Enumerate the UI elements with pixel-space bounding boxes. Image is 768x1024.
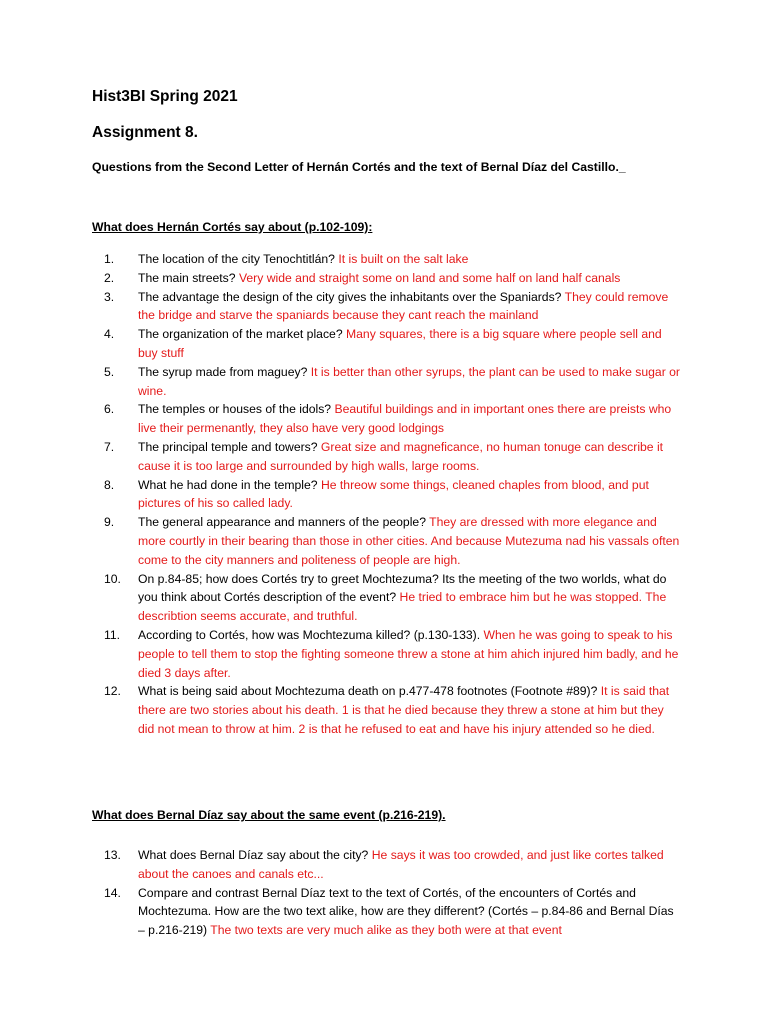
question-number: 3. [104,289,115,304]
question-number: 8. [104,477,115,492]
answer-text: They could remove the bridge and starve the spaniards because they cant reach the mainland [138,289,669,323]
question-number: 11. [104,627,121,642]
question-number: 13. [104,848,121,862]
question-number: 4. [104,327,115,342]
question-number: 7. [104,439,115,454]
question-number: 9. [104,515,115,530]
answer-text: Beautiful buildings and in important ones there are preists who live their permenantly, they also have very good lodgings [138,402,672,436]
answer-text: He tried to embrace him but he was stopped. The describtion seems accurate, and truthful. [138,590,667,624]
answer-text: It is said that there are two stories about his death. 1 is that he died because they threw a stone at him but they did not mean to throw at him. 2 is that he refused to eat and have his injury attended so he died. [138,684,670,736]
answer-text: It is better than other syrups, the plant can be used to make sugar or wine. [138,364,680,398]
answer-text: Very wide and straight some on land and some half on land half canals [238,270,621,285]
question-number: 1. [104,252,115,266]
question-number: 6. [104,402,115,417]
question-number: 10. [104,571,121,586]
question-item [92,250,682,269]
question-number: 5. [104,364,115,379]
assignment-title: Assignment 8. [92,124,198,141]
question-text: The general appearance and manners of the people? [138,515,426,530]
question-item [92,570,682,626]
question-item [92,438,682,476]
question-text: The temples or houses of the idols? [138,402,332,417]
answer-text: Great size and magneficance, no human tonuge can describe it cause it is too large and surrounded by high walls, large rooms. [138,439,664,473]
question-item [92,363,682,401]
question-text: Compare and contrast Bernal Díaz text to the text of Cortés, of the encounters of Cortés and Mochtezuma. How are the two text alike, how are they different? (Cortés – p.84-86 and Bernal Días – p.216-219) [138,885,674,938]
question-text: What is being said about Mochtezuma death on p.477-478 footnotes (Footnote #89)? [138,684,598,699]
answer-text: When he was going to speak to his people to tell them to stop the fighting someone threw a stone at him ahich injured him badly, and he died 3 days after. [138,627,679,680]
question-item [92,846,682,884]
question-number: 2. [104,270,115,285]
answer-text: He threow some things, cleaned chaples from blood, and put pictures of his so called lady. [138,477,649,511]
question-item [92,626,682,682]
question-item [92,884,682,940]
question-item [92,288,682,326]
question-number: 12. [104,684,121,699]
course-title: Hist3BI Spring 2021 [92,88,238,105]
question-number: 14. [104,885,121,900]
section-heading-cortes: What does Hernán Cortés say about (p.102-109): [92,220,373,234]
question-item [92,325,682,363]
question-text: The location of the city Tenochtitlán? [138,252,335,266]
question-text: The organization of the market place? [138,327,343,342]
question-text: The syrup made from maguey? [138,364,308,379]
question-item [92,400,682,438]
answer-text: He says it was too crowded, and just like cortes talked about the canoes and canals etc... [138,848,664,881]
assignment-intro: Questions from the Second Letter of Hernán Cortés and the text of Bernal Díaz del Castillo._ [92,160,626,174]
question-text: What he had done in the temple? [138,477,318,492]
question-item [92,269,682,288]
question-item [92,682,682,738]
question-text: What does Bernal Díaz say about the city? [138,848,369,862]
answer-text: It is built on the salt lake [338,252,469,266]
question-item [92,513,682,569]
question-text: The main streets? [138,270,236,285]
answer-text: Many squares, there is a big square where people sell and buy stuff [138,327,662,360]
answer-text: They are dressed with more elegance and more courtly in their bearing than those in other cities. And because Mutezuma nad his vassals often come to the city manners and politeness of people are high. [138,515,680,567]
question-text: According to Cortés, how was Mochtezuma killed? (p.130-133). [138,627,481,642]
answer-text: The two texts are very much alike as they both were at that event [210,923,562,938]
question-text: The advantage the design of the city gives the inhabitants over the Spaniards? [138,289,562,304]
question-text: The principal temple and towers? [138,439,318,454]
section-heading-diaz: What does Bernal Díaz say about the same event (p.216-219). [92,808,446,822]
question-item [92,476,682,514]
question-list-cortes [92,250,682,739]
question-text: On p.84-85; how does Cortés try to greet Mochtezuma? Its the meeting of the two worlds, what do you think about Cortés description of the event? [138,571,667,605]
question-list-diaz [92,846,682,940]
